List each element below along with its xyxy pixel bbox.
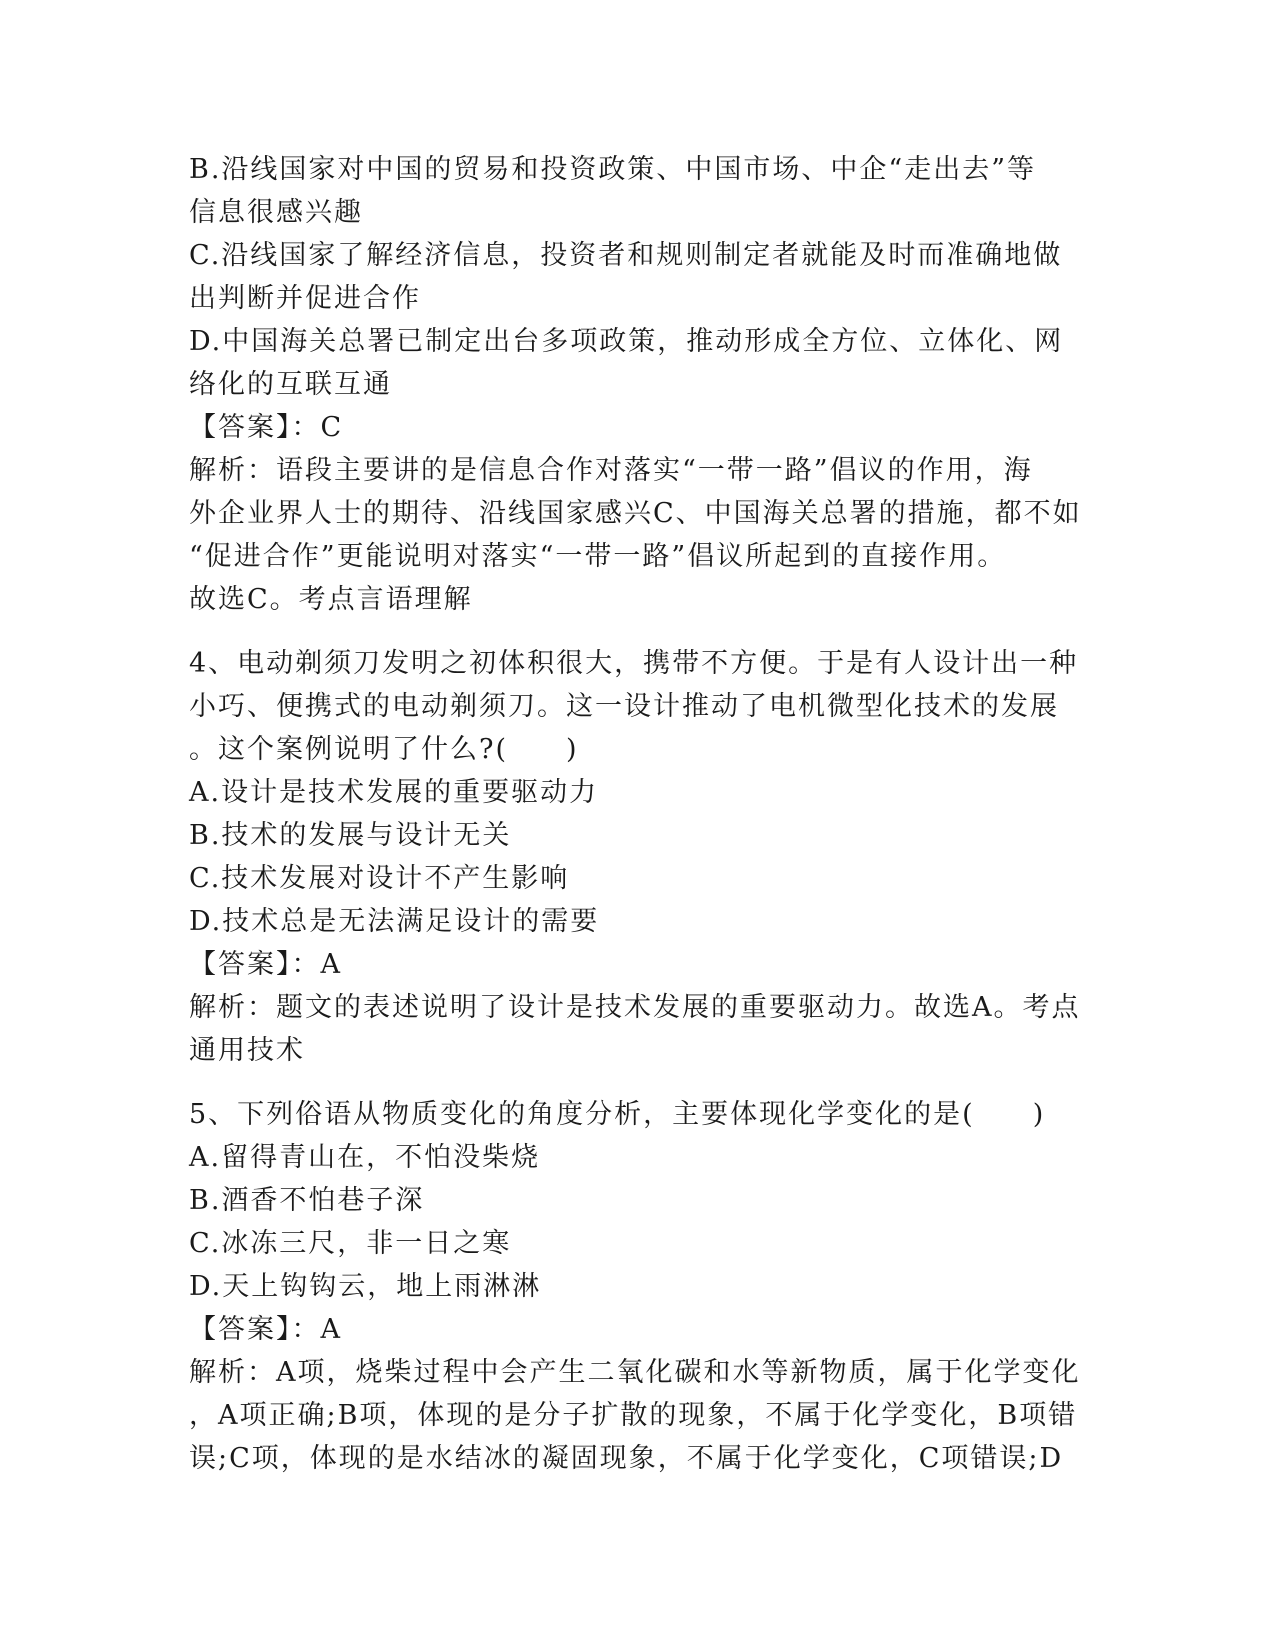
q4-stem-line-2: 小巧、便携式的电动剃须刀。这一设计推动了电机微型化技术的发展 (189, 691, 1059, 722)
q3-option-d-cont: 络化的互联互通 (189, 369, 392, 400)
q5-stem-line-1: 5、下列俗语从物质变化的角度分析，主要体现化学变化的是( ) (189, 1099, 1046, 1130)
q3-option-b: B.沿线国家对中国的贸易和投资政策、中国市场、中企“走出去”等 (189, 154, 1037, 185)
q5-analysis-line-3: 误;C项，体现的是水结冰的凝固现象，不属于化学变化，C项错误;D (189, 1443, 1064, 1474)
paragraph-gap (189, 1072, 1089, 1093)
q5-analysis-line-1: 解析：A项，烧柴过程中会产生二氧化碳和水等新物质，属于化学变化 (189, 1357, 1081, 1388)
q4-option-a: A.设计是技术发展的重要驱动力 (189, 777, 599, 808)
q4-stem-line-3: 。这个案例说明了什么?( ) (189, 734, 579, 765)
paragraph-gap (189, 621, 1089, 642)
q3-analysis-line-2: 外企业界人士的期待、沿线国家感兴C、中国海关总署的措施，都不如 (189, 498, 1082, 529)
q3-analysis-line-3: “促进合作”更能说明对落实“一带一路”倡议所起到的直接作用。 (189, 541, 1007, 572)
q5-option-b: B.酒香不怕巷子深 (189, 1185, 425, 1216)
document-content (189, 148, 1089, 1480)
q4-analysis-line-1: 解析：题文的表述说明了设计是技术发展的重要驱动力。故选A。考点 (189, 992, 1081, 1023)
q5-option-d: D.天上钩钩云，地上雨淋淋 (189, 1271, 542, 1302)
q4-stem-line-1: 4、电动剃须刀发明之初体积很大，携带不方便。于是有人设计出一种 (189, 648, 1079, 679)
q4-answer: 【答案】：A (189, 949, 342, 980)
q4-option-b: B.技术的发展与设计无关 (189, 820, 512, 851)
q3-option-c-cont: 出判断并促进合作 (189, 283, 421, 314)
q3-analysis-line-4: 故选C。考点言语理解 (189, 584, 473, 615)
question-3-continued (189, 148, 1089, 621)
q4-analysis-line-2: 通用技术 (189, 1035, 305, 1066)
q3-option-b-cont: 信息很感兴趣 (189, 197, 363, 228)
q5-answer: 【答案】：A (189, 1314, 342, 1345)
q5-option-a: A.留得青山在，不怕没柴烧 (189, 1142, 541, 1173)
question-4 (189, 642, 1089, 1072)
q3-answer: 【答案】：C (189, 412, 344, 443)
q4-option-d: D.技术总是无法满足设计的需要 (189, 906, 600, 937)
q3-option-d: D.中国海关总署已制定出台多项政策，推动形成全方位、立体化、网 (189, 326, 1064, 357)
question-5 (189, 1093, 1089, 1480)
q3-analysis-line-1: 解析：语段主要讲的是信息合作对落实“一带一路”倡议的作用，海 (189, 455, 1033, 486)
q4-option-c: C.技术发展对设计不产生影响 (189, 863, 570, 894)
q5-analysis-line-2: ，A项正确;B项，体现的是分子扩散的现象，不属于化学变化，B项错 (189, 1400, 1078, 1431)
q5-option-c: C.冰冻三尺，非一日之寒 (189, 1228, 512, 1259)
q3-option-c: C.沿线国家了解经济信息，投资者和规则制定者就能及时而准确地做 (189, 240, 1063, 271)
